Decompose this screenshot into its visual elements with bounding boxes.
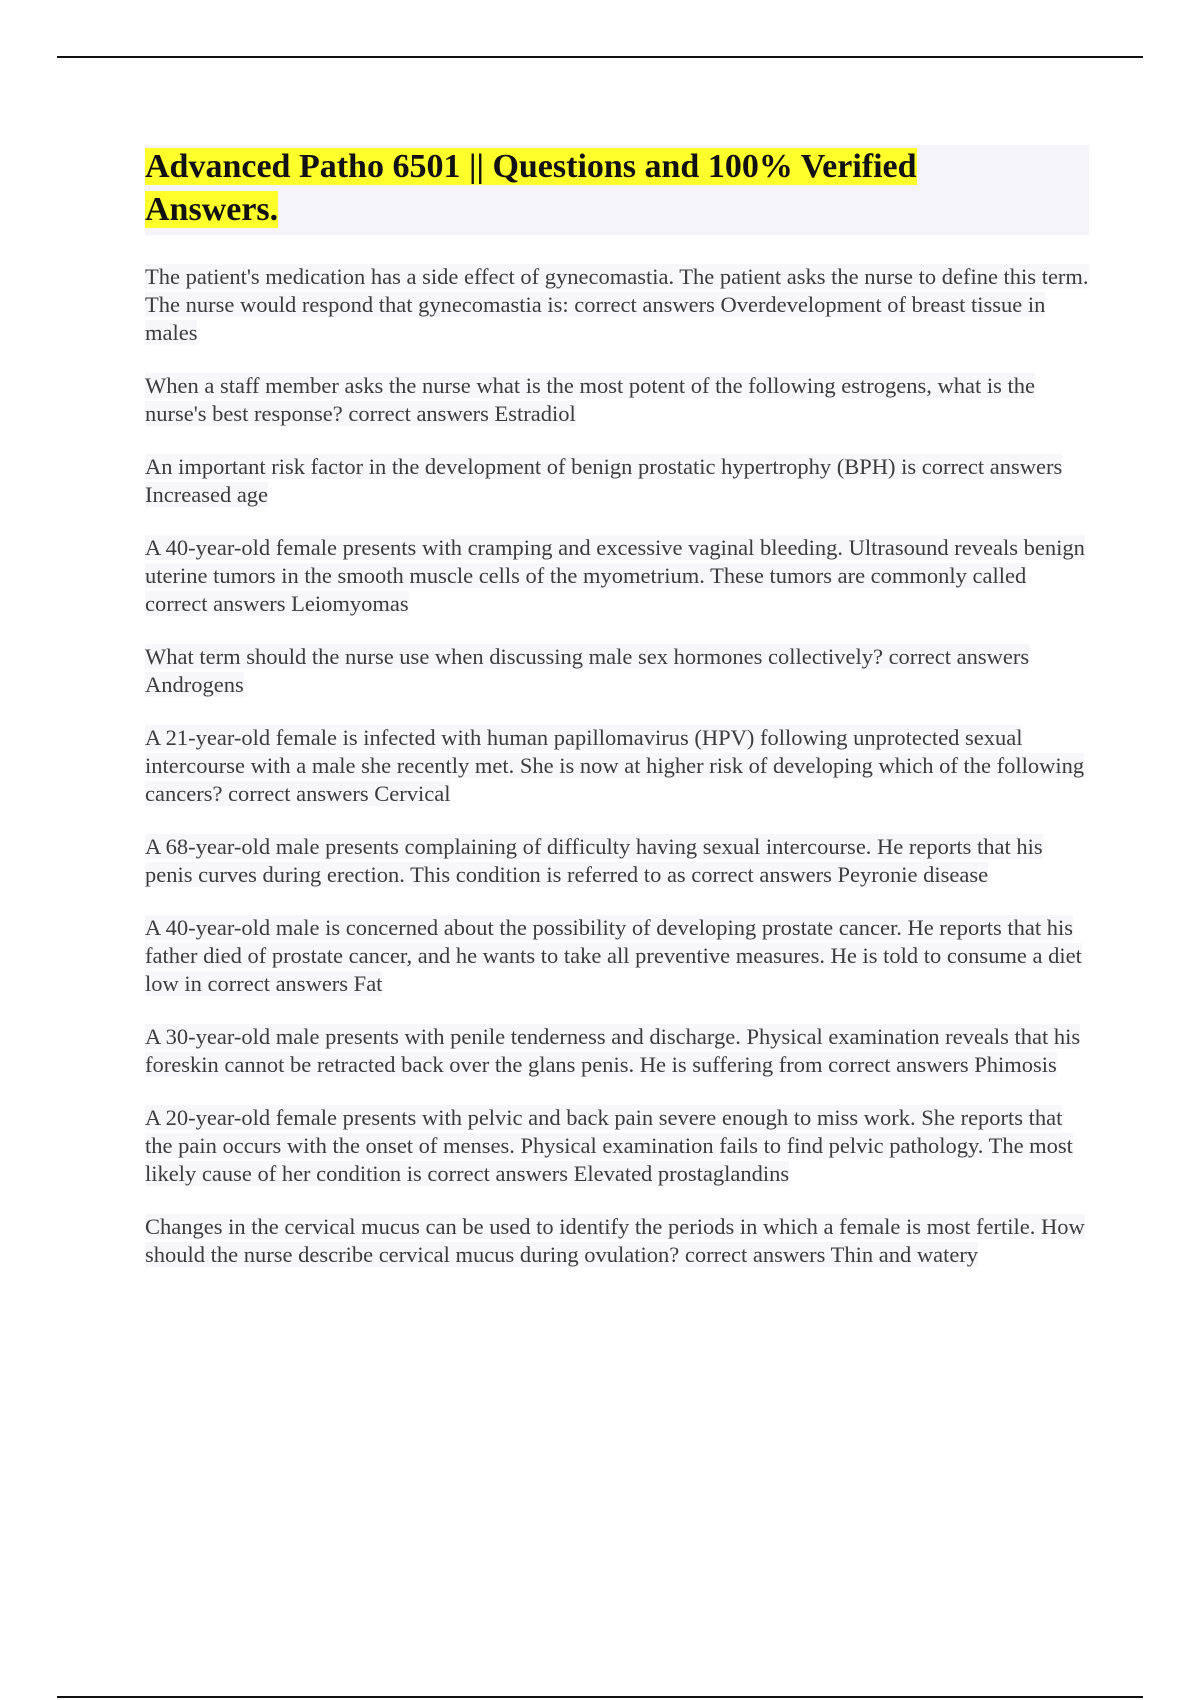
qa-item-text: What term should the nurse use when discussing male sex hormones collectively? correct answers Androgens — [145, 644, 1030, 697]
document-title-text: Advanced Patho 6501 || Questions and 100% Verified Answers. — [145, 148, 917, 228]
qa-item-text: A 20-year-old female presents with pelvic and back pain severe enough to miss work. She reports that the pain occurs with the onset of menses. Physical examination fails to find pelvic pathology. The most likely cause of her condition is correct answers Elevated prostaglandins — [145, 1105, 1073, 1186]
footer-rule — [57, 1696, 1143, 1698]
qa-item — [145, 1213, 1089, 1269]
qa-list — [145, 263, 1089, 1269]
qa-item — [145, 643, 1089, 699]
qa-item-text: The patient's medication has a side effect of gynecomastia. The patient asks the nurse to define this term. The nurse would respond that gynecomastia is: correct answers Overdevelopment of breast tissue in males — [145, 264, 1089, 345]
qa-item-text: A 68-year-old male presents complaining of difficulty having sexual intercourse. He reports that his penis curves during erection. This condition is referred to as correct answers Peyronie disease — [145, 834, 1043, 887]
qa-item-text: A 21-year-old female is infected with human papillomavirus (HPV) following unprotected sexual intercourse with a male she recently met. She is now at higher risk of developing which of the following cancers? correct answers Cervical — [145, 725, 1085, 806]
qa-item — [145, 263, 1089, 347]
qa-item — [145, 1104, 1089, 1188]
qa-item-text: Changes in the cervical mucus can be used to identify the periods in which a female is most fertile. How should the nurse describe cervical mucus during ovulation? correct answers Thin and watery — [145, 1214, 1085, 1267]
qa-item — [145, 372, 1089, 428]
header-rule — [57, 56, 1143, 58]
qa-item — [145, 724, 1089, 808]
qa-item-text: A 40-year-old male is concerned about the possibility of developing prostate cancer. He reports that his father died of prostate cancer, and he wants to take all preventive measures. He is told to consume a diet low in correct answers Fat — [145, 915, 1082, 996]
document-title — [145, 145, 975, 231]
qa-item-text: When a staff member asks the nurse what is the most potent of the following estrogens, what is the nurse's best response? correct answers Estradiol — [145, 373, 1036, 426]
qa-item — [145, 833, 1089, 889]
qa-item-text: A 30-year-old male presents with penile tenderness and discharge. Physical examination reveals that his foreskin cannot be retracted back over the glans penis. He is suffering from correct answers Phimosis — [145, 1024, 1081, 1077]
title-block — [145, 145, 1089, 235]
document-body — [145, 145, 1089, 1294]
qa-item — [145, 914, 1089, 998]
qa-item-text: An important risk factor in the development of benign prostatic hypertrophy (BPH) is correct answers Increased age — [145, 454, 1063, 507]
qa-item-text: A 40-year-old female presents with cramping and excessive vaginal bleeding. Ultrasound reveals benign uterine tumors in the smooth muscle cells of the myometrium. These tumors are commonly called correct answers Leiomyomas — [145, 535, 1085, 616]
qa-item — [145, 534, 1089, 618]
qa-item — [145, 453, 1089, 509]
qa-item — [145, 1023, 1089, 1079]
